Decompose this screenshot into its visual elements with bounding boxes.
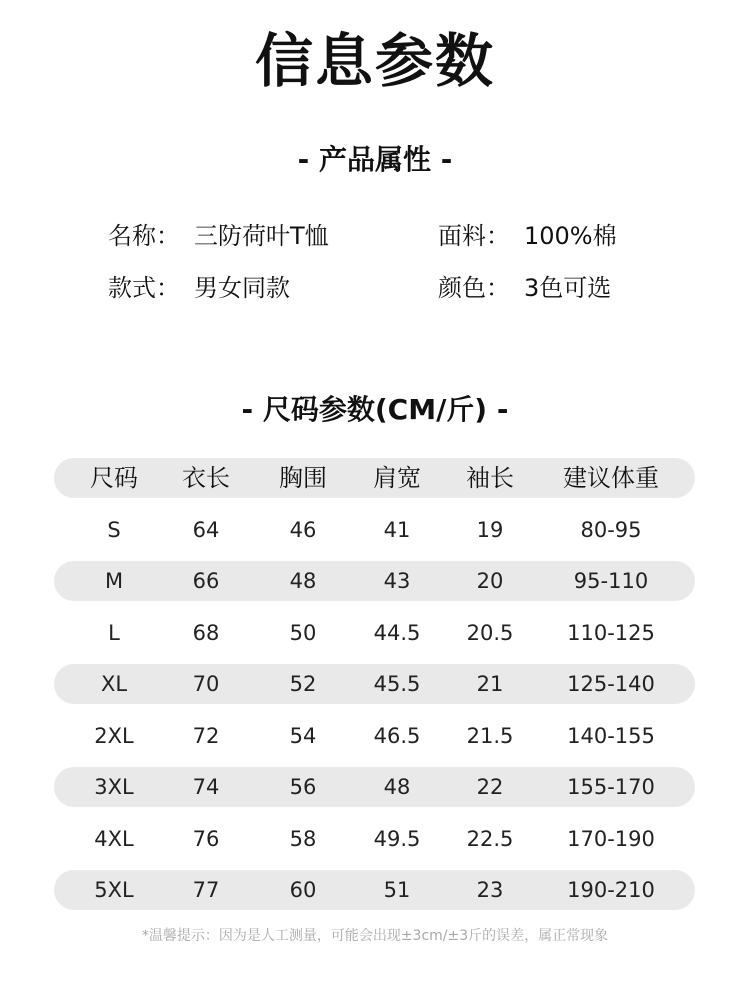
cell-sleeve: 21.5 xyxy=(466,723,514,748)
cell-weight: 95-110 xyxy=(573,569,649,593)
size-table-body xyxy=(54,510,695,911)
attr-style-label: 款式： xyxy=(108,274,180,302)
cell-size: 3XL xyxy=(94,775,134,799)
table-row xyxy=(54,716,695,756)
cell-size: L xyxy=(108,620,120,645)
table-row xyxy=(54,664,695,704)
cell-chest: 46 xyxy=(289,517,317,542)
cell-shoulder: 46.5 xyxy=(373,723,421,748)
product-attributes-heading: - 产品属性 - xyxy=(297,143,453,176)
attr-style-value: 男女同款 xyxy=(194,274,290,302)
table-row xyxy=(54,613,695,653)
table-row xyxy=(54,819,695,859)
cell-size: M xyxy=(104,569,124,593)
cell-weight: 110-125 xyxy=(567,620,655,645)
cell-sleeve: 22.5 xyxy=(466,826,514,851)
cell-length: 76 xyxy=(192,826,220,851)
measurement-note: *温馨提示：因为是人工测量，可能会出现±3cm/±3斤的误差，属正常现象 xyxy=(141,928,609,944)
cell-length: 70 xyxy=(192,672,220,696)
table-row xyxy=(54,561,695,601)
cell-weight: 190-210 xyxy=(567,878,655,902)
attr-name-label: 名称： xyxy=(108,222,180,250)
cell-shoulder: 41 xyxy=(383,517,411,542)
attr-fabric-label: 面料： xyxy=(438,222,510,250)
cell-weight: 140-155 xyxy=(567,723,655,748)
cell-chest: 50 xyxy=(289,620,317,645)
cell-chest: 54 xyxy=(289,723,317,748)
cell-chest: 58 xyxy=(289,826,317,851)
cell-weight: 155-170 xyxy=(567,775,655,799)
header-sleeve: 袖长 xyxy=(466,464,514,492)
table-row xyxy=(54,870,695,910)
cell-chest: 60 xyxy=(289,878,317,902)
header-chest: 胸围 xyxy=(279,464,327,492)
cell-length: 72 xyxy=(192,723,220,748)
cell-size: 2XL xyxy=(94,723,134,748)
attr-color-label: 颜色： xyxy=(438,274,510,302)
cell-shoulder: 45.5 xyxy=(373,672,421,696)
header-weight: 建议体重 xyxy=(563,464,659,492)
cell-length: 77 xyxy=(192,878,220,902)
cell-shoulder: 44.5 xyxy=(373,620,421,645)
cell-length: 74 xyxy=(192,775,220,799)
cell-size: 5XL xyxy=(94,878,134,902)
header-size: 尺码 xyxy=(90,464,138,492)
attr-color-value: 3色可选 xyxy=(524,274,612,302)
header-length: 衣长 xyxy=(182,464,230,492)
cell-sleeve: 20 xyxy=(476,569,504,593)
cell-shoulder: 43 xyxy=(383,569,411,593)
attr-name-value: 三防荷叶T恤 xyxy=(194,222,329,250)
cell-chest: 56 xyxy=(289,775,317,799)
attr-color xyxy=(438,268,611,303)
cell-sleeve: 20.5 xyxy=(466,620,514,645)
attr-name xyxy=(108,216,329,251)
attr-fabric-value: 100%棉 xyxy=(524,222,617,250)
cell-weight: 80-95 xyxy=(580,517,642,542)
cell-weight: 125-140 xyxy=(567,672,655,696)
cell-chest: 48 xyxy=(289,569,317,593)
cell-chest: 52 xyxy=(289,672,317,696)
table-row xyxy=(54,510,695,550)
cell-sleeve: 19 xyxy=(476,517,504,542)
cell-weight: 170-190 xyxy=(567,826,655,851)
table-row xyxy=(54,767,695,807)
header-shoulder: 肩宽 xyxy=(373,464,421,492)
size-table xyxy=(54,458,695,922)
cell-size: 4XL xyxy=(94,826,134,851)
cell-size: S xyxy=(107,517,121,542)
cell-sleeve: 22 xyxy=(476,775,504,799)
cell-shoulder: 49.5 xyxy=(373,826,421,851)
cell-sleeve: 23 xyxy=(476,878,504,902)
cell-length: 64 xyxy=(192,517,220,542)
cell-sleeve: 21 xyxy=(476,672,504,696)
attr-style xyxy=(108,268,290,303)
size-chart-heading: - 尺码参数(CM/斤) - xyxy=(241,393,509,426)
cell-shoulder: 51 xyxy=(383,878,411,902)
size-table-header xyxy=(54,458,695,498)
page-title: 信息参数 xyxy=(254,27,495,95)
cell-size: XL xyxy=(100,672,128,696)
cell-length: 68 xyxy=(192,620,220,645)
attr-fabric xyxy=(438,216,617,251)
cell-length: 66 xyxy=(192,569,220,593)
cell-shoulder: 48 xyxy=(383,775,411,799)
